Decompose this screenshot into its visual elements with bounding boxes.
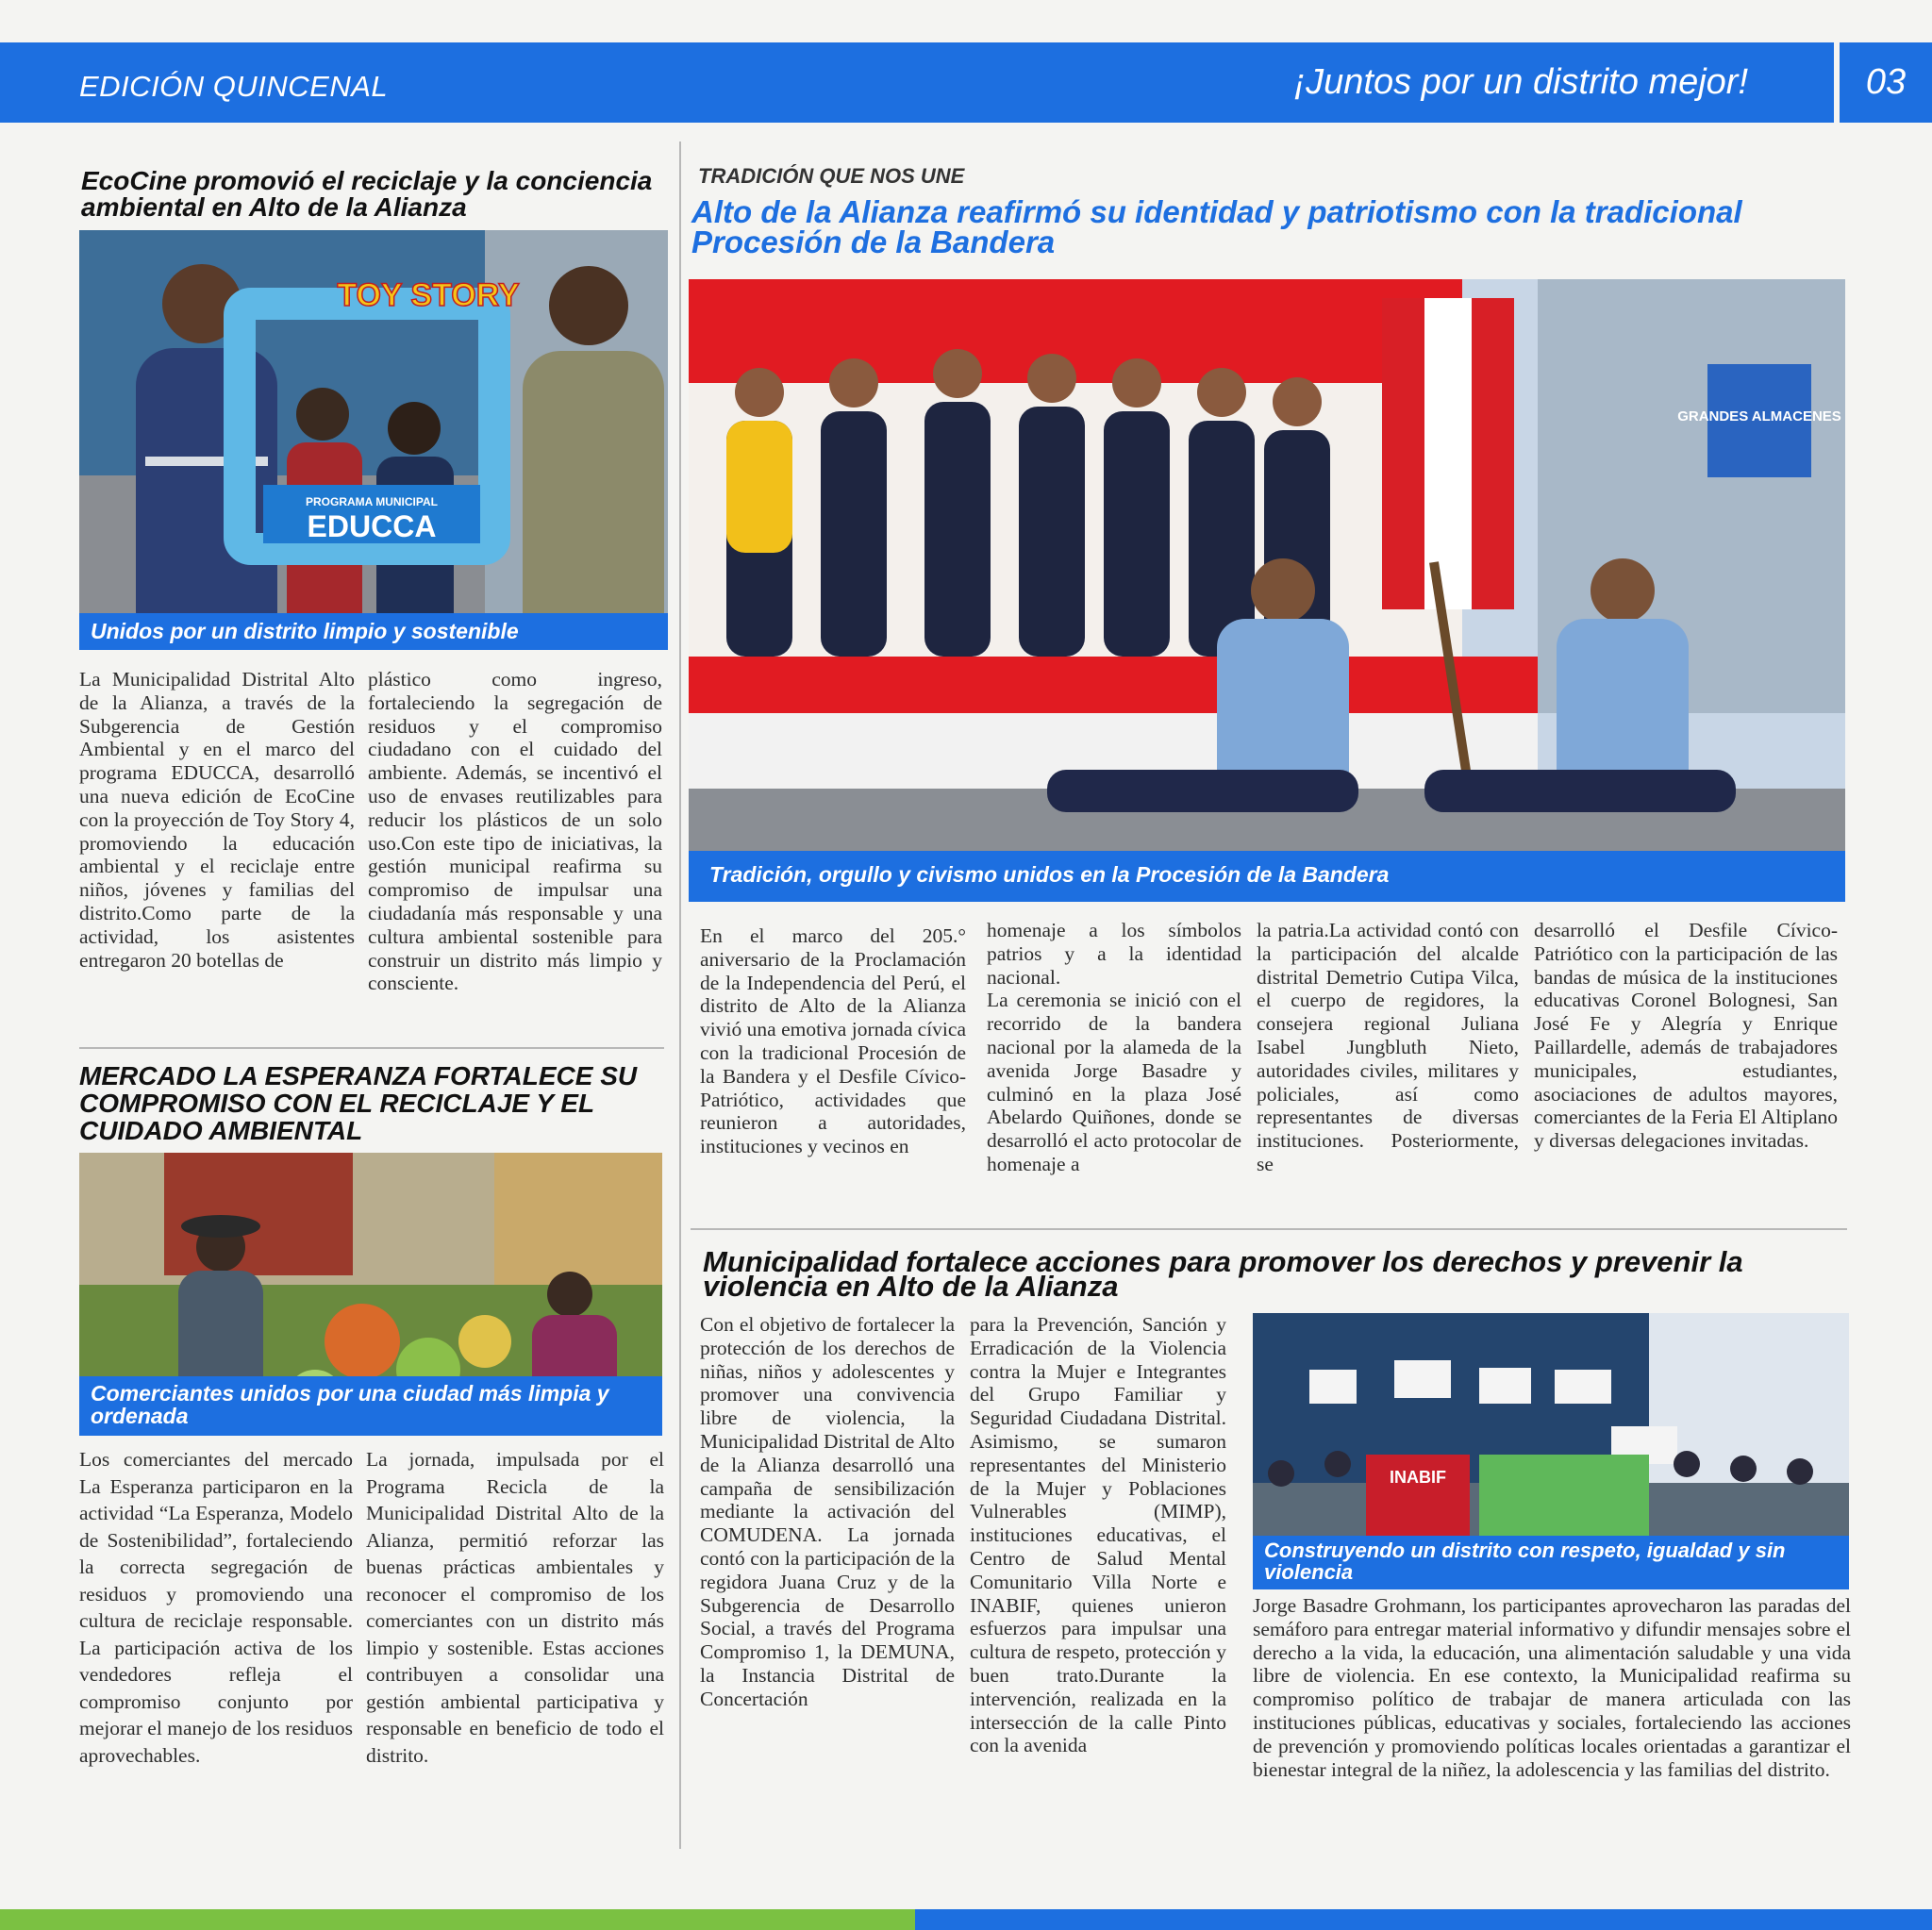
ecocine-column-1: La Municipalidad Distrital Alto de la Alianza, a través de la Subgerencia de Gestión Ambiental y en el marco del programa EDUCCA, desarrolló una nueva edición de EcoCine con la proyección de Toy Story 4, promoviendo la educación ambiental y el reciclaje entre niños, jóvenes y familias del distrito.Como parte de la actividad, los asistentes entregaron 20 botellas de bbox=[79, 668, 355, 972]
frame-program-label: PROGRAMA MUNICIPAL bbox=[306, 495, 438, 508]
frame-program-name: EDUCCA bbox=[307, 509, 437, 543]
bandera-column-2: homenaje a los símbolos patrios y a la identidad nacional. La ceremonia se inició con el recorrido de la bandera nacional por la alameda de la avenida Jorge Basadre y culminó en la plaza José Abelardo Quiñones, donde se desarrolló el acto protocolar de homenaje a bbox=[987, 919, 1241, 1175]
violencia-column-2: para la Prevención, Sanción y Erradicación de la Violencia contra la Mujer e Integrantes del Grupo Familiar y Seguridad Ciudadana Distrital. Asimismo, se sumaron representantes del Ministerio de la Mujer y Poblaciones Vulnerables (MIMP), instituciones educativas, el Centro de Salud Mental Comunitario Villa Norte e INABIF, quienes unieron esfuerzos para impulsar una cultura de respeto, protección y buen trato.Durante la intervención, realizada en la intersección de la calle Pinto con la avenida bbox=[970, 1313, 1226, 1757]
mercado-caption: Comerciantes unidos por una ciudad más limpia y ordenada bbox=[79, 1376, 662, 1436]
bandera-photo bbox=[689, 279, 1845, 902]
section-divider bbox=[79, 1047, 664, 1049]
ecocine-photo-illustration bbox=[79, 230, 668, 650]
inabif-banner: INABIF bbox=[1390, 1468, 1446, 1487]
violencia-column-1: Con el objetivo de fortalecer la protección de los derechos de niñas, niños y adolescentes y promover una convivencia libre de violencia, la Municipalidad Distrital de Alto de la Alianza desarrolló una campaña de sensibilización mediante la activación del COMUDENA. La jornada contó con la participación de la regidora Juana Cruz y de la Subgerencia de Desarrollo Social, a través del Programa Compromiso 1, la DEMUNA, la Instancia Distrital de Concertación bbox=[700, 1313, 955, 1710]
page-number: 03 bbox=[1865, 62, 1907, 102]
section-divider bbox=[691, 1228, 1847, 1230]
mercado-headline: MERCADO LA ESPERANZA FORTALECE SU COMPROMISO CON EL RECICLAJE Y EL CUIDADO AMBIENTAL bbox=[79, 1061, 638, 1145]
ecocine-photo bbox=[79, 230, 668, 650]
footer-bar-blue bbox=[915, 1909, 1932, 1930]
footer-bar-green bbox=[0, 1909, 915, 1930]
mercado-column-1: Los comerciantes del mercado La Esperanza participaron en la actividad “La Esperanza, Modelo de Sostenibilidad”, fortaleciendo la correcta segregación de residuos y promoviendo una cultura de reciclaje responsable. La participación activa de los vendedores refleja el compromiso conjunto por mejorar el manejo de los residuos aprovechables. bbox=[79, 1448, 353, 1767]
bandera-kicker: TRADICIÓN QUE NOS UNE bbox=[698, 164, 965, 188]
bandera-photo-illustration bbox=[689, 279, 1845, 902]
bandera-column-3: la patria.La actividad contó con la participación del alcalde distrital Demetrio Cutipa Vilca, el cuerpo de regidores, la consejera regional Juliana Isabel Jungbluth Nieto, autoridades civiles, militares y policiales, así como representantes de diversas instituciones. Posteriormente, se bbox=[1257, 919, 1519, 1175]
ecocine-headline: EcoCine promovió el reciclaje y la conciencia ambiental en Alto de la Alianza bbox=[81, 166, 653, 222]
ecocine-caption: Unidos por un distrito limpio y sostenible bbox=[79, 613, 668, 650]
bandera-column-4: desarrolló el Desfile Cívico-Patriótico con la participación de las bandas de música de la instituciones educativas Coronel Bolognesi, San José Fe y Alegría y Enrique Paillardelle, además de trabajadores municipales, estudiantes, asociaciones de adultos mayores, comerciantes de la Feria El Altiplano y diversas delegaciones invitadas. bbox=[1534, 919, 1838, 1153]
violencia-caption: Construyendo un distrito con respeto, igualdad y sin violencia bbox=[1253, 1536, 1849, 1589]
toy-story-logo: TOY STORY bbox=[337, 277, 520, 313]
store-sign: GRANDES ALMACENES bbox=[1677, 408, 1841, 424]
bandera-headline: Alto de la Alianza reafirmó su identidad y patriotismo con la tradicional Procesión de la Bandera bbox=[691, 194, 1742, 259]
bandera-column-1: En el marco del 205.° aniversario de la Proclamación de la Independencia del Perú, el distrito de Alto de la Alianza vivió una emotiva jornada cívica con la tradicional Procesión de la Bandera y el Desfile Cívico-Patriótico, actividades que reunieron a autoridades, instituciones y vecinos en bbox=[700, 924, 966, 1158]
mercado-column-2: La jornada, impulsada por el Programa Recicla de la Municipalidad Distrital Alto de la Alianza, permitió reforzar las buenas prácticas ambientales y reconocer el compromiso de los comerciantes con un distrito más limpio y sostenible. Estas acciones contribuyen a consolidar una gestión ambiental participativa y responsable en beneficio de todo el distrito. bbox=[366, 1448, 664, 1767]
column-divider bbox=[679, 141, 681, 1849]
violencia-headline: Municipalidad fortalece acciones para promover los derechos y prevenir la violencia en Alto de la Alianza bbox=[703, 1245, 1743, 1303]
ecocine-column-2: plástico como ingreso, fortaleciendo la segregación de residuos y el compromiso ciudadano con el cuidado del ambiente. Además, se incentivó el uso de envases reutilizables para reducir los plásticos de un solo uso.Con este tipo de iniciativas, la gestión municipal reafirma su compromiso de impulsar una ciudadanía más responsable y una cultura ambiental sostenible para construir un distrito más limpio y consciente. bbox=[368, 668, 662, 995]
slogan: ¡Juntos por un distrito mejor! bbox=[1293, 62, 1748, 102]
violencia-column-3: Jorge Basadre Grohmann, los participantes aprovecharon las paradas del semáforo para entregar material informativo y difundir mensajes sobre el derecho a la vida, la educación, una alimentación saludable y una vida libre de violencia. En ese contexto, la Municipalidad reafirma su compromiso político de trabajar de manera articulada con las instituciones públicas, educativas y sociales, fortaleciendo las acciones de prevención y promoviendo políticas locales orientadas a garantizar el bienestar integral de la niñez, la adolescencia y las familias del distrito. bbox=[1253, 1594, 1851, 1781]
bandera-caption: Tradición, orgullo y civismo unidos en la Procesión de la Bandera bbox=[689, 851, 1845, 902]
edition-label: EDICIÓN QUINCENAL bbox=[79, 70, 389, 103]
